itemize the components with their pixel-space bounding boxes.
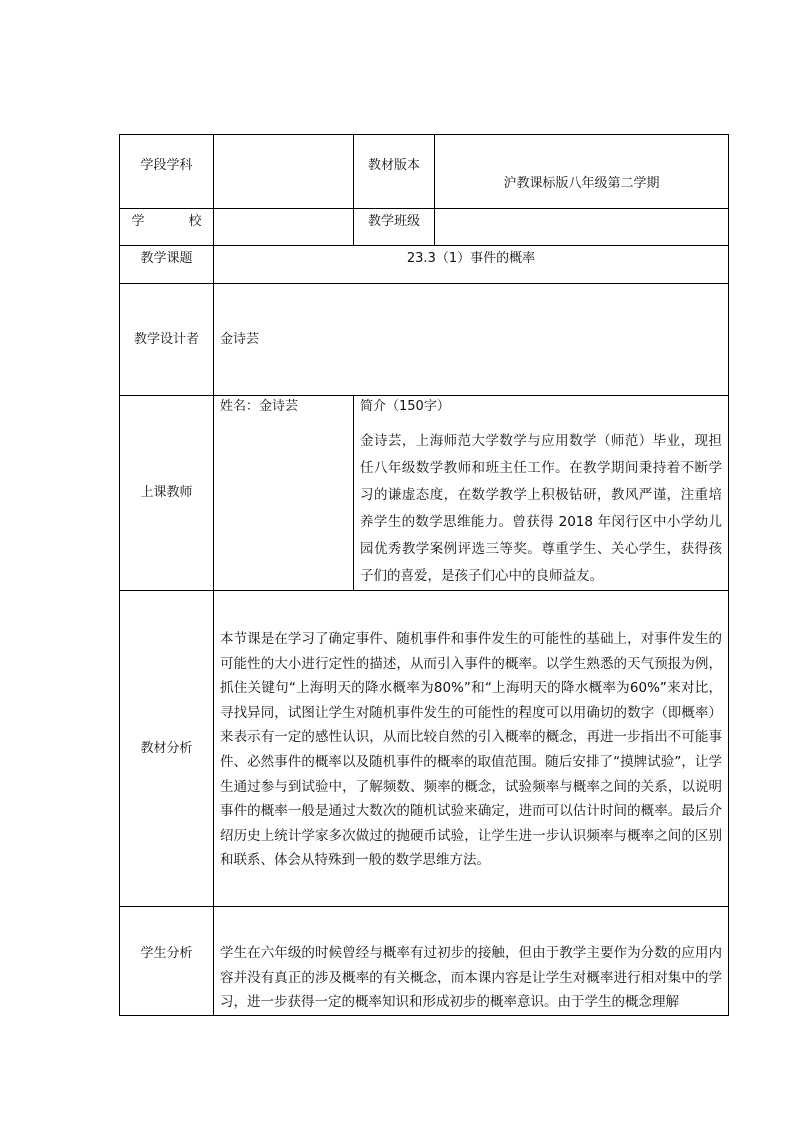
value-topic[interactable]: 23.3（1）事件的概率 bbox=[214, 246, 729, 284]
label-material: 教材分析 bbox=[120, 591, 214, 907]
label-student: 学生分析 bbox=[120, 907, 214, 1016]
label-teacher: 上课教师 bbox=[120, 396, 214, 591]
label-school-char-2: 校 bbox=[188, 214, 202, 229]
value-designer[interactable]: 金诗芸 bbox=[214, 284, 729, 396]
row-topic bbox=[120, 246, 729, 284]
label-edition: 教材版本 bbox=[354, 135, 435, 209]
value-class[interactable] bbox=[435, 209, 729, 246]
row-subject bbox=[120, 135, 729, 209]
label-subject: 学段学科 bbox=[120, 135, 214, 209]
row-designer bbox=[120, 284, 729, 396]
intro-heading: 简介（150字） bbox=[360, 399, 450, 414]
student-cell bbox=[214, 907, 729, 1016]
row-material bbox=[120, 591, 729, 907]
intro-text: 金诗芸，上海师范大学数学与应用数学（师范）毕业，现担任八年级数学教师和班主任工作。在教学期间秉持着不断学习的谦虚态度，在数学教学上积极钻研，教风严谨，注重培养学生的数学思维能力。曾获得 2018 年闵行区中小学幼儿园优秀教学案例评选三等奖。尊重学生、关心学生，获得孩子们的喜爱，是孩子们心中的良师益友。 bbox=[360, 433, 722, 584]
material-cell bbox=[214, 591, 729, 907]
label-class: 教学班级 bbox=[354, 209, 435, 246]
teacher-intro bbox=[354, 396, 729, 591]
value-subject[interactable] bbox=[214, 135, 354, 209]
label-school bbox=[120, 209, 214, 246]
lesson-plan-table bbox=[119, 134, 729, 1016]
value-edition[interactable]: 沪教课标版八年级第二学期 bbox=[435, 135, 729, 209]
row-teacher bbox=[120, 396, 729, 591]
row-school bbox=[120, 209, 729, 246]
label-topic: 教学课题 bbox=[120, 246, 214, 284]
label-designer: 教学设计者 bbox=[120, 284, 214, 396]
material-text: 本节课是在学习了确定事件、随机事件和事件发生的可能性的基础上，对事件发生的可能性的大小进行定性的描述，从而引入事件的概率。以学生熟悉的天气预报为例，抓住关键句“上海明天的降水概率为80%”和“上海明天的降水概率为60%”来对比，寻找异同，试图让学生对随机事件发生的可能性的程度可以用确切的数字（即概率）来表示有一定的感性认识，从而比较自然的引入概率的概念，再进一步指出不可能事件、必然事件的概率以及随机事件的概率的取值范围。随后安排了“摸牌试验”，让学生通过参与到试验中，了解频数、频率的概念，试验频率与概率之间的关系，以说明事件的概率一般是通过大数次的随机试验来确定，进而可以估计时间的概率。最后介绍历史上统计学家多次做过的抛硬币试验，让学生进一步认识频率与概率之间的区别和联系、体会从特殊到一般的数学思维方法。 bbox=[220, 631, 722, 869]
teacher-name: 姓名：金诗芸 bbox=[214, 396, 354, 591]
row-student bbox=[120, 907, 729, 1016]
student-text: 学生在六年级的时候曾经与概率有过初步的接触，但由于教学主要作为分数的应用内容并没有真正的涉及概率的有关概念，而本课内容是让学生对概率进行相对集中的学习，进一步获得一定的概率知识和形成初步的概率意识。由于学生的概念理解 bbox=[220, 945, 722, 1011]
value-school[interactable] bbox=[214, 209, 354, 246]
label-school-char-1: 学 bbox=[131, 214, 145, 229]
